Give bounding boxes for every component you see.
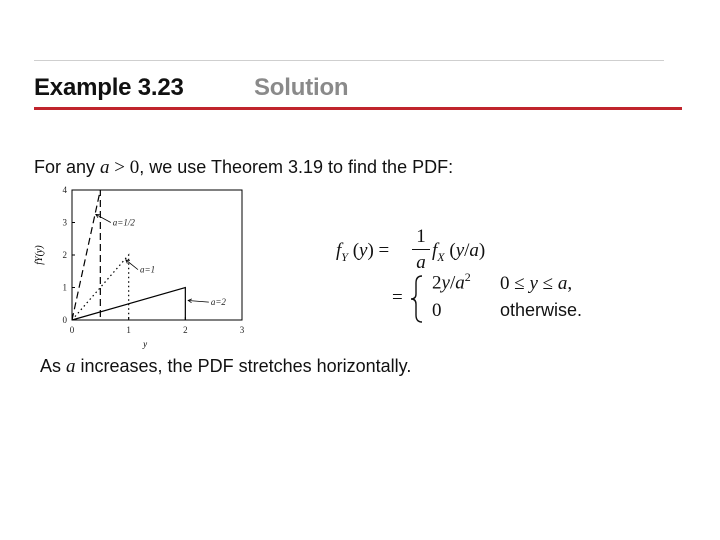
- case2-expression: 0: [432, 300, 442, 321]
- case1-expression: $2y/a^2$: [432, 270, 471, 294]
- intro-after: , we use Theorem 3.19 to find the PDF:: [139, 157, 454, 177]
- y-tick-label: 1: [62, 282, 67, 293]
- y-tick-label: 3: [62, 217, 67, 228]
- x-axis-label: y: [143, 339, 148, 349]
- case1-condition: 0 ≤ y ≤ a,: [500, 273, 573, 294]
- conclusion-before: As: [40, 356, 67, 376]
- x-tick-label: 1: [126, 325, 131, 335]
- x-tick-label: 2: [183, 325, 188, 335]
- annotation-arrow: [126, 260, 138, 270]
- annotation-arrow: [96, 214, 111, 222]
- equation-lhs: $f_Y$ (y) =: [336, 240, 390, 264]
- slide-title: Example 3.23: [34, 74, 184, 101]
- slide-subtitle: Solution: [254, 74, 349, 101]
- conclusion-var: a: [66, 356, 76, 377]
- y-tick-label: 2: [62, 250, 67, 260]
- intro-before: For any: [34, 157, 101, 177]
- series-annotation: a=2: [210, 297, 226, 308]
- y-tick-label: 4: [62, 185, 67, 195]
- title-underline: [34, 107, 682, 110]
- equation-rhs: $f_X$ (y/a): [432, 240, 486, 264]
- intro-sentence: [34, 157, 453, 179]
- fraction-bar: [412, 249, 430, 250]
- case2-condition: otherwise.: [500, 300, 583, 320]
- pdf-chart: [28, 178, 258, 358]
- cases-brace-icon: [409, 274, 425, 324]
- series-annotation: a=1/2: [112, 217, 135, 228]
- conclusion-after: increases, the PDF stretches horizontally.: [75, 356, 412, 376]
- series-annotation: a=1: [140, 264, 156, 275]
- x-tick-label: 3: [239, 325, 245, 335]
- equation-frac-den: a: [416, 252, 426, 273]
- y-axis-label: fY(y): [34, 245, 45, 265]
- series-line-a=2: [72, 288, 185, 321]
- equation-frac-num: 1: [416, 226, 426, 247]
- equation-eq2: =: [392, 287, 403, 308]
- conclusion-sentence: [40, 356, 411, 378]
- top-divider: [34, 60, 664, 61]
- y-tick-label: 0: [62, 315, 67, 325]
- series-line-a=1/2: [72, 190, 100, 320]
- annotation-arrow: [188, 301, 209, 303]
- x-tick-label: 0: [69, 325, 75, 335]
- intro-var: a: [100, 157, 110, 178]
- intro-cond: > 0: [109, 157, 140, 178]
